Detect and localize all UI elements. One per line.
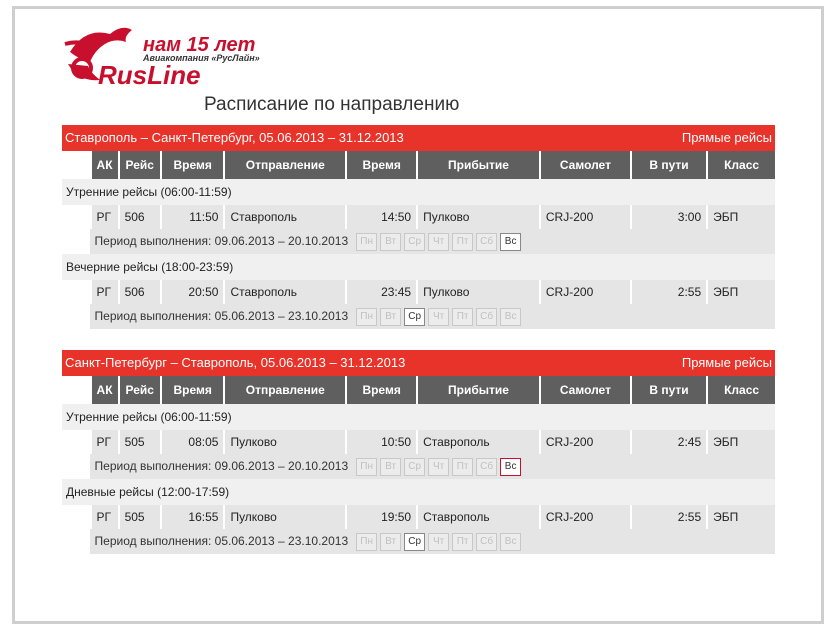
weekday-box: Пт — [452, 308, 473, 326]
column-header: Время — [345, 376, 416, 404]
column-header: Класс — [706, 151, 775, 179]
weekday-box: Вт — [380, 308, 401, 326]
departure-time: 08:05 — [160, 430, 224, 454]
arrival-airport: Ставрополь — [416, 430, 539, 454]
period-label: Период выполнения: — [94, 533, 212, 548]
period-dates: 05.06.2013 – 23.10.2013 — [214, 533, 349, 548]
weekday-box: Вт — [380, 458, 401, 476]
column-header: Время — [345, 151, 416, 179]
weekday-box: Ср — [404, 533, 425, 551]
weekday-box: Вс — [500, 308, 521, 326]
arrival-time: 23:45 — [345, 280, 416, 304]
arrival-airport: Пулково — [416, 205, 539, 229]
duration: 2:45 — [630, 430, 706, 454]
logo-anniversary: нам 15 лет — [143, 34, 256, 56]
period-label: Период выполнения: — [94, 458, 212, 473]
table-row[interactable] — [62, 280, 775, 304]
group-label: Дневные рейсы (12:00-17:59) — [62, 479, 775, 505]
schedule-table — [62, 151, 775, 329]
airline-code: РГ — [90, 505, 118, 529]
route-section — [62, 350, 775, 554]
weekday-box: Сб — [476, 233, 497, 251]
weekday-strip — [356, 458, 521, 476]
airline-code: РГ — [90, 280, 118, 304]
aircraft: CRJ-200 — [539, 280, 630, 304]
table-row[interactable] — [62, 205, 775, 229]
route-header — [62, 125, 775, 151]
weekday-box: Пт — [452, 233, 473, 251]
flight-number: 506 — [118, 205, 160, 229]
column-header: АК — [90, 376, 118, 404]
column-header: Самолет — [539, 151, 630, 179]
weekday-box: Чт — [428, 458, 449, 476]
group-row — [62, 179, 775, 205]
logo-brand: RusLine — [98, 60, 201, 90]
column-header: Рейс — [118, 376, 160, 404]
class: ЭБП — [706, 280, 775, 304]
weekday-strip — [356, 308, 521, 326]
class: ЭБП — [706, 205, 775, 229]
weekday-strip — [356, 533, 521, 551]
period-dates: 05.06.2013 – 23.10.2013 — [214, 308, 349, 323]
period-dates: 09.06.2013 – 20.10.2013 — [214, 458, 349, 473]
period-row — [62, 529, 775, 554]
arrival-time: 10:50 — [345, 430, 416, 454]
period-row — [62, 229, 775, 254]
weekday-box: Сб — [476, 533, 497, 551]
departure-time: 11:50 — [160, 205, 224, 229]
schedule-table — [62, 376, 775, 554]
weekday-box: Пн — [356, 533, 377, 551]
column-header: В пути — [630, 151, 706, 179]
column-header: Время — [160, 376, 224, 404]
departure-airport: Пулково — [223, 430, 345, 454]
column-header: Отправление — [223, 151, 345, 179]
departure-airport: Пулково — [223, 505, 345, 529]
weekday-box: Пн — [356, 458, 377, 476]
weekday-box: Ср — [404, 308, 425, 326]
weekday-box: Сб — [476, 458, 497, 476]
weekday-strip — [356, 233, 521, 251]
weekday-box: Пн — [356, 308, 377, 326]
weekday-box: Пт — [452, 458, 473, 476]
period-row — [62, 454, 775, 479]
aircraft: CRJ-200 — [539, 505, 630, 529]
table-row[interactable] — [62, 505, 775, 529]
period-label: Период выполнения: — [94, 308, 212, 323]
column-header: Время — [160, 151, 224, 179]
group-row — [62, 479, 775, 505]
weekday-box: Ср — [404, 233, 425, 251]
departure-airport: Ставрополь — [223, 205, 345, 229]
flight-number: 505 — [118, 505, 160, 529]
table-header-row — [62, 376, 775, 404]
arrival-airport: Пулково — [416, 280, 539, 304]
airline-code: РГ — [90, 205, 118, 229]
flight-number: 506 — [118, 280, 160, 304]
weekday-box: Пт — [452, 533, 473, 551]
weekday-box: Чт — [428, 533, 449, 551]
route-type: Прямые рейсы — [681, 355, 772, 370]
class: ЭБП — [706, 505, 775, 529]
flight-number: 505 — [118, 430, 160, 454]
group-label: Утренние рейсы (06:00-11:59) — [62, 404, 775, 430]
column-header: Отправление — [223, 376, 345, 404]
weekday-box: Чт — [428, 308, 449, 326]
arrival-time: 19:50 — [345, 505, 416, 529]
weekday-box: Вс — [500, 533, 521, 551]
group-row — [62, 254, 775, 280]
aircraft: CRJ-200 — [539, 430, 630, 454]
column-header: Класс — [706, 376, 775, 404]
weekday-box: Ср — [404, 458, 425, 476]
airline-code: РГ — [90, 430, 118, 454]
route-section — [62, 125, 775, 329]
route-type: Прямые рейсы — [681, 130, 772, 145]
column-header: Самолет — [539, 376, 630, 404]
departure-time: 16:55 — [160, 505, 224, 529]
route-title: Санкт-Петербург – Ставрополь, 05.06.2013 – 31.12.2013 — [65, 355, 406, 370]
weekday-box: Сб — [476, 308, 497, 326]
weekday-box: Вт — [380, 233, 401, 251]
page-title: Расписание по направлению — [204, 94, 460, 115]
route-header — [62, 350, 775, 376]
departure-airport: Ставрополь — [223, 280, 345, 304]
arrival-airport: Ставрополь — [416, 505, 539, 529]
group-label: Утренние рейсы (06:00-11:59) — [62, 179, 775, 205]
column-header: Прибытие — [416, 376, 539, 404]
column-header: В пути — [630, 376, 706, 404]
period-row — [62, 304, 775, 329]
period-label: Период выполнения: — [94, 233, 212, 248]
duration: 3:00 — [630, 205, 706, 229]
arrival-time: 14:50 — [345, 205, 416, 229]
column-header: Прибытие — [416, 151, 539, 179]
column-header: Рейс — [118, 151, 160, 179]
period-dates: 09.06.2013 – 20.10.2013 — [214, 233, 349, 248]
weekday-box: Вс — [500, 458, 521, 476]
departure-time: 20:50 — [160, 280, 224, 304]
weekday-box: Чт — [428, 233, 449, 251]
duration: 2:55 — [630, 505, 706, 529]
table-row[interactable] — [62, 430, 775, 454]
weekday-box: Пн — [356, 233, 377, 251]
logo-company: Авиакомпания «РусЛайн» — [143, 53, 260, 63]
weekday-box: Вт — [380, 533, 401, 551]
weekday-box: Вс — [500, 233, 521, 251]
duration: 2:55 — [630, 280, 706, 304]
group-row — [62, 404, 775, 430]
table-header-row — [62, 151, 775, 179]
group-label: Вечерние рейсы (18:00-23:59) — [62, 254, 775, 280]
aircraft: CRJ-200 — [539, 205, 630, 229]
column-header: АК — [90, 151, 118, 179]
route-title: Ставрополь – Санкт-Петербург, 05.06.2013 – 31.12.2013 — [65, 130, 404, 145]
class: ЭБП — [706, 430, 775, 454]
